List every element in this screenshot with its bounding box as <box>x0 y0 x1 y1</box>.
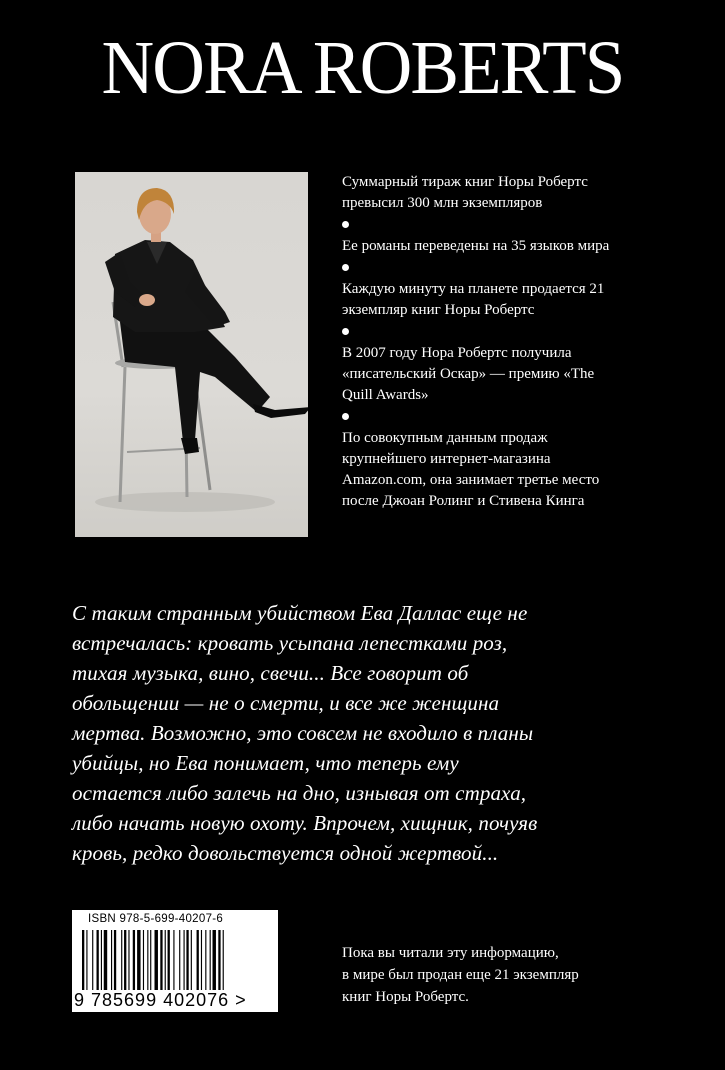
blurb-line: встречалась: кровать усыпана лепестками роз, <box>72 631 508 655</box>
blurb-line: кровь, редко довольствуется одной жертвой... <box>72 841 499 865</box>
bullet-icon <box>342 328 349 335</box>
fact-item: По совокупным данным продаж крупнейшего интернет-магазина Amazon.com, она занимает третье место после Джоан Ролинг и Стивена Кинга <box>342 430 600 509</box>
barcode-bars <box>82 930 268 990</box>
isbn-barcode <box>72 910 278 1012</box>
fact-item: В 2007 году Нора Робертс получила «писательский Оскар» — премию «The Quill Awards» <box>342 345 595 403</box>
blurb-line: убийцы, но Ева понимает, что теперь ему <box>72 751 459 775</box>
bullet-icon <box>342 264 349 271</box>
facts-list <box>342 172 622 512</box>
blurb-line: либо начать новую охоту. Впрочем, хищник, почуяв <box>72 811 538 835</box>
blurb-line: тихая музыка, вино, свечи... Все говорит об <box>72 661 469 685</box>
bullet-icon <box>342 221 349 228</box>
notice-line: Пока вы читали эту информацию, <box>342 945 559 961</box>
isbn-label: ISBN 978-5-699-40207-6 <box>88 913 224 925</box>
author-photo <box>75 172 308 537</box>
sales-notice <box>342 942 642 1008</box>
notice-line: книг Норы Робертс. <box>342 989 469 1005</box>
blurb-line: С таким странным убийством Ева Даллас еще не <box>72 601 528 625</box>
blurb-line: остается либо залечь на дно, изнывая от страха, <box>72 781 527 805</box>
barcode-digits: 9 785699 402076 > <box>74 990 247 1010</box>
author-name: NORA ROBERTS <box>101 26 624 110</box>
blurb-line: обольщении — не о смерти, и все же женщина <box>72 691 500 715</box>
fact-item: Суммарный тираж книг Норы Робертс превысил 300 млн экземпляров <box>342 174 588 211</box>
blurb-line: мертва. Возможно, это совсем не входило в планы <box>72 721 534 745</box>
fact-item: Каждую минуту на планете продается 21 экземпляр книг Норы Робертс <box>342 281 605 318</box>
fact-item: Ее романы переведены на 35 языков мира <box>342 238 610 254</box>
notice-line: в мире был продан еще 21 экземпляр <box>342 967 579 983</box>
bullet-icon <box>342 413 349 420</box>
book-blurb <box>72 598 682 868</box>
